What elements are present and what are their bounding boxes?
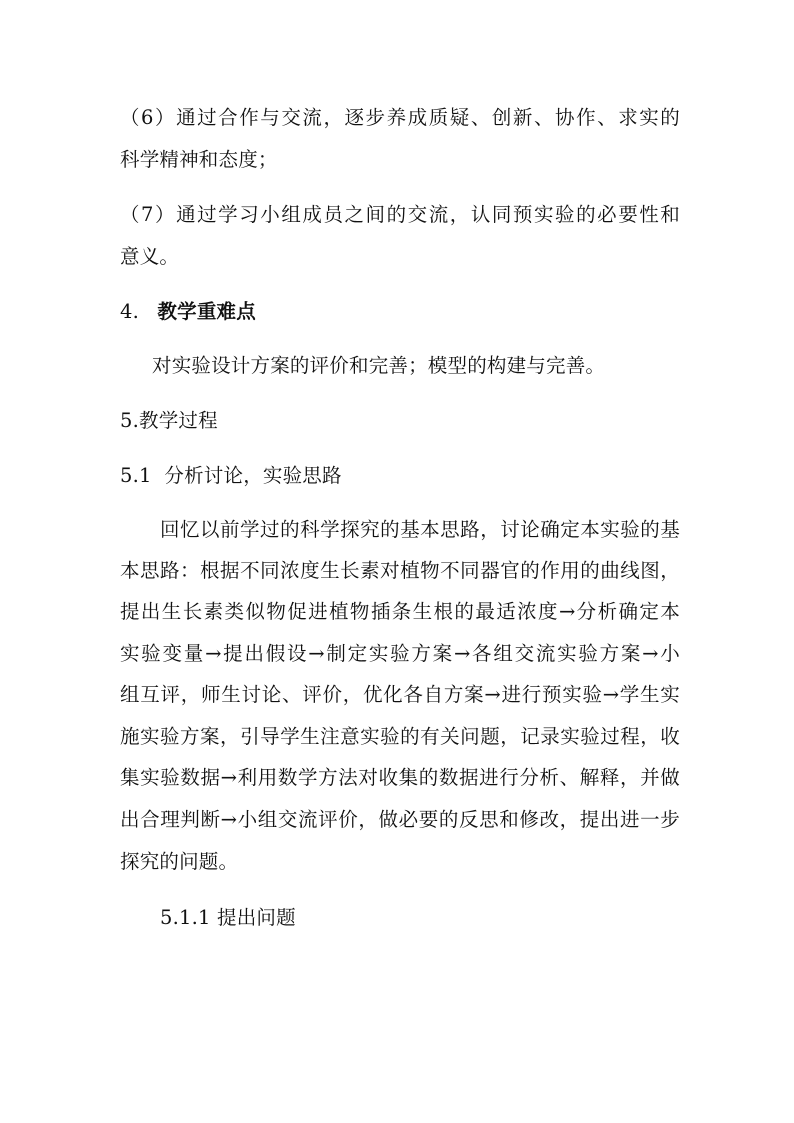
section-5-1-1-heading: 5.1.1 提出问题 [160,906,296,929]
paragraph-line-9: 探究的问题。 [120,850,239,873]
objective-6-line-2: 科学精神和态度； [120,148,278,171]
objective-6-line-1: （6）通过合作与交流，逐步养成质疑、创新、协作、求实的 [120,106,680,129]
paragraph-line-7: 集实验数据→利用数学方法对收集的数据进行分析、解释，并做 [120,766,680,789]
section-5-heading: 5.教学过程 [120,409,218,432]
paragraph-line-4: 实验变量→提出假设→制定实验方案→各组交流实验方案→小 [120,642,680,665]
paragraph-line-3: 提出生长素类似物促进植物插条生根的最适浓度→分析确定本 [120,600,680,623]
section-4-body: 对实验设计方案的评价和完善；模型的构建与完善。 [152,354,606,377]
paragraph-line-2: 本思路：根据不同浓度生长素对植物不同器官的作用的曲线图， [120,559,680,582]
objective-7-line-1: （7）通过学习小组成员之间的交流，认同预实验的必要性和 [120,203,680,226]
paragraph-line-1: 回忆以前学过的科学探究的基本思路，讨论确定本实验的基 [160,518,680,541]
section-4-title: 教学重难点 [157,300,256,323]
section-4-number: 4. [120,300,140,323]
paragraph-line-6: 施实验方案，引导学生注意实验的有关问题，记录实验过程，收 [120,725,680,748]
section-4-heading [120,300,680,324]
section-5-1-heading: 5.1 分析讨论，实验思路 [120,464,342,487]
paragraph-line-8: 出合理判断→小组交流评价，做必要的反思和修改，提出进一步 [120,808,680,831]
paragraph-line-5: 组互评，师生讨论、评价，优化各自方案→进行预实验→学生实 [120,683,680,706]
objective-7-line-2: 意义。 [120,245,180,268]
